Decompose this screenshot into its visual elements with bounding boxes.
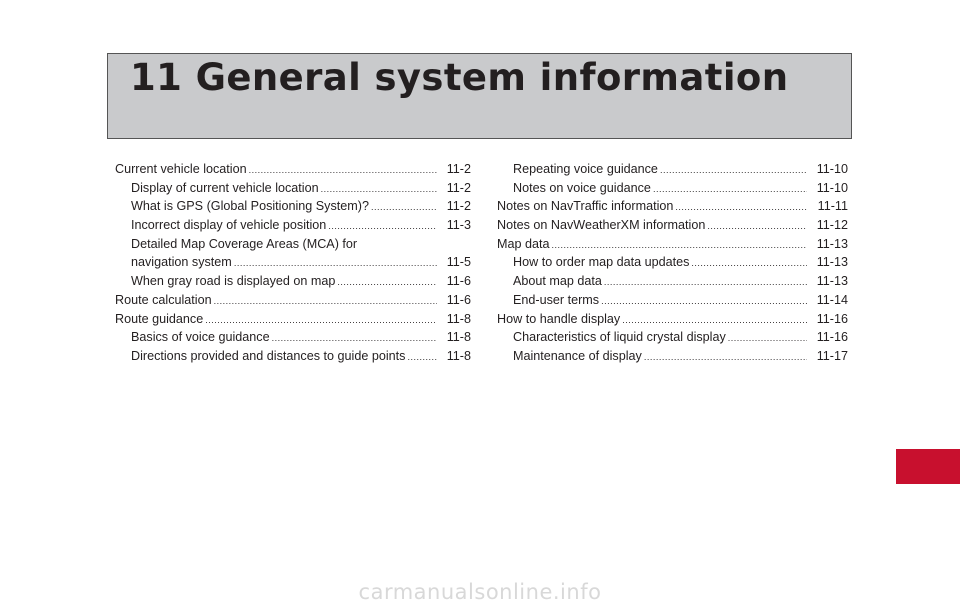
toc-dot-leader [328,217,437,236]
toc-entry-page: 11-12 [816,218,848,233]
toc-entry[interactable] [497,216,848,235]
toc-entry[interactable] [497,253,848,272]
toc-dot-leader [234,254,437,273]
toc-entry-page: 11-3 [446,218,471,233]
toc-dot-leader [371,198,437,217]
toc-entry[interactable] [497,347,848,366]
toc-dot-leader [604,273,807,292]
toc-entry[interactable] [115,328,471,347]
toc-entry-label: Maintenance of display [513,348,642,363]
toc-dot-leader [552,236,807,255]
toc-entry-page: 11-2 [446,199,471,214]
toc-entry-label: What is GPS (Global Positioning System)? [131,199,369,214]
toc-entry[interactable] [115,291,471,310]
watermark: carmanualsonline.info [358,580,602,604]
toc-entry[interactable] [497,160,848,179]
toc-right-column [497,160,848,366]
toc-entry-page: 11-10 [816,180,848,195]
toc-entry-page: 11-17 [816,348,848,363]
toc-entry-label: Detailed Map Coverage Areas (MCA) for [131,236,358,251]
toc-entry[interactable] [115,347,471,366]
toc-dot-leader [337,273,437,292]
toc-dot-leader [214,292,437,311]
chapter-tab-marker [896,449,960,484]
toc-entry-page: 11-2 [446,162,471,176]
toc-dot-leader [675,198,807,217]
toc-entry-page: 11-2 [446,180,471,195]
chapter-title: 11 General system information [130,56,789,99]
toc-entry-label: Map data [497,236,550,251]
toc-entry[interactable] [115,197,471,216]
toc-entry-page: 11-5 [446,255,471,270]
toc-entry-label: How to order map data updates [513,255,690,270]
toc-entry-page: 11-13 [816,236,848,251]
toc-entry[interactable] [497,179,848,198]
toc-entry-label: Display of current vehicle location [131,180,319,195]
toc-dot-leader [691,254,807,273]
toc-entry-label: How to handle display [497,311,621,326]
toc-entry-label: About map data [513,274,602,289]
toc-entry-page: 11-8 [446,348,471,363]
toc-entry-label: When gray road is displayed on map [131,274,336,289]
toc-entry[interactable] [115,272,471,291]
toc-entry-label: Repeating voice guidance [513,162,658,176]
toc-entry-page: 11-14 [816,292,848,307]
toc-entry-label: Directions provided and distances to guide points [131,348,406,363]
toc-dot-leader [644,348,807,367]
toc-entry[interactable] [115,179,471,198]
toc-dot-leader [660,161,807,180]
toc-entry-label: Incorrect display of vehicle position [131,218,327,233]
toc-entry-page: 11-13 [816,255,848,270]
toc-dot-leader [407,348,437,367]
toc-entry[interactable] [497,328,848,347]
toc-entry[interactable] [115,216,471,235]
toc-dot-leader [601,292,807,311]
toc-dot-leader [653,180,807,199]
toc-entry-page: 11-8 [446,330,471,345]
toc-dot-leader [205,311,437,330]
toc-entry[interactable] [497,235,848,254]
toc-entry-page: 11-16 [816,330,848,345]
toc-entry[interactable] [115,235,471,254]
toc-entry-page: 11-13 [816,274,848,289]
toc-entry-page: 11-16 [816,311,848,326]
toc-entry-label: Characteristics of liquid crystal display [513,330,726,345]
toc-entry[interactable] [497,310,848,329]
toc-entry-label: Notes on voice guidance [513,180,651,195]
toc-entry[interactable] [115,253,471,272]
toc-entry-label: Notes on NavWeatherXM information [497,218,706,233]
toc-dot-leader [728,329,807,348]
toc-entry-page: 11-10 [816,162,848,176]
toc-dot-leader [622,311,807,330]
toc-entry[interactable] [115,310,471,329]
chapter-title-banner [107,53,852,139]
toc-entry-label: Route calculation [115,292,212,307]
toc-entry-label: End-user terms [513,292,600,307]
toc-entry-label: Notes on NavTraffic information [497,199,674,214]
toc-entry-page: 11-8 [446,311,471,326]
toc-entry[interactable] [497,291,848,310]
toc-entry-label: Route guidance [115,311,204,326]
toc-entry[interactable] [497,197,848,216]
toc-entry-label: Basics of voice guidance [131,330,270,345]
toc-entry[interactable] [115,160,471,179]
toc-dot-leader [707,217,807,236]
toc-left-column [115,160,471,366]
toc-entry-page: 11-6 [446,292,471,307]
toc-dot-leader [272,329,437,348]
toc-dot-leader [321,180,437,199]
toc-entry[interactable] [497,272,848,291]
toc-dot-leader [249,161,437,180]
toc-entry-page: 11-11 [817,199,848,214]
toc-entry-label: Current vehicle location [115,162,247,176]
toc-entry-label: navigation system [131,255,232,270]
toc-entry-page: 11-6 [446,274,471,289]
